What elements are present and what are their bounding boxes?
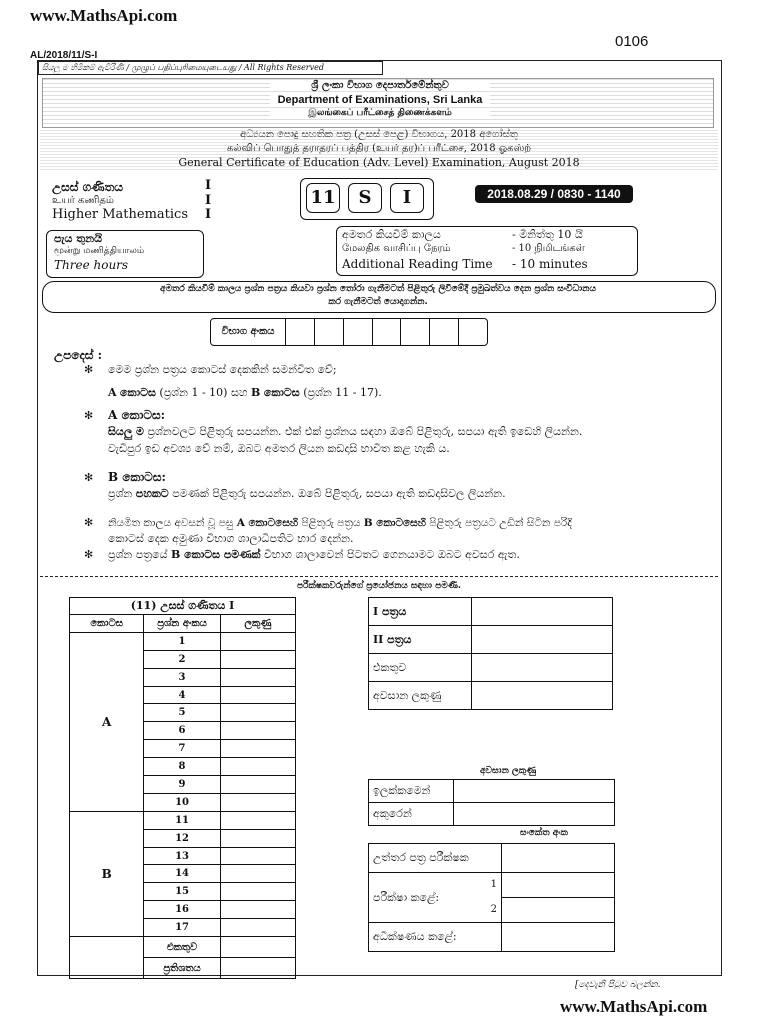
paper-2-cell[interactable] [472, 626, 613, 654]
take-away-line [108, 547, 520, 563]
question-number: 7 [144, 740, 220, 758]
roman-3: I [205, 207, 212, 222]
marks-cell[interactable] [220, 740, 295, 758]
c-mid: පිළිතුරු පත්‍රය [301, 517, 361, 529]
part-a-range: (ප්‍රශ්න 1 - 10) [159, 386, 228, 399]
exam-title-ta: கல்விப் பொதுத் தராதரப் பத்திர (உயர் தர)ப் பரீட்சை, 2018 ஓகஸ்ற் [226, 143, 532, 154]
part-b-line-1 [108, 486, 506, 502]
reading-value-ta: - 10 நிமிடங்கள் [512, 243, 585, 254]
checked-by-text: පරීක්ෂා කළේ: [373, 890, 440, 904]
final-label: අවසාන ලකුණු [369, 682, 472, 710]
question-number: 9 [144, 776, 220, 794]
submission-line-2: කොටස් දෙක අමුණා විභාග ශාලාධිපතිට භාර දෙන්න. [108, 532, 354, 545]
in-words-label: අකුරෙන් [369, 803, 454, 826]
instruction-1: මෙම ප්‍රශ්න පත්‍රය කොටස් දෙකකින් සමන්විත වේ; [108, 363, 337, 376]
marks-cell[interactable] [220, 829, 295, 847]
c-part-a: A කොටසෙහි [236, 517, 299, 529]
department-banner-ta: இலங்கைப் பரீட்சைத் திணைக்களம் [270, 108, 490, 119]
c-part-b: B කොටසෙහි [363, 517, 426, 529]
watermark-bottom: www.MathsApi.com [560, 997, 708, 1016]
answer-script-examiner-cell[interactable] [502, 844, 615, 873]
department-banner-si: ශ්‍රී ලංකා විභාග දෙපාර්තමේන්තුව [270, 80, 490, 91]
marks-cell[interactable] [220, 811, 295, 829]
all-bold: සියලු ම [108, 425, 144, 438]
part-a-letter: A [108, 386, 117, 399]
d-text: විභාග ශාලාවෙන් පිටතට ගෙනයාමට ඔබට අවසර ඇත. [264, 548, 520, 561]
question-number: 5 [144, 704, 220, 722]
sum-label: එකතුව [369, 654, 472, 682]
blank-cell [70, 937, 144, 958]
part-b-letter: B [251, 386, 261, 399]
question-number: 3 [144, 668, 220, 686]
percentage-cell[interactable] [220, 958, 295, 979]
index-cell[interactable] [286, 319, 315, 345]
question-number: 12 [144, 829, 220, 847]
part-mid: සහ [230, 386, 248, 399]
index-cell[interactable] [430, 319, 459, 345]
paper-code: AL/2018/11/S-I [30, 50, 98, 61]
total-cell[interactable] [220, 937, 295, 958]
question-number: 4 [144, 686, 220, 704]
total-label: එකතුව [144, 937, 220, 958]
question-number: 16 [144, 901, 220, 919]
reading-label-en: Additional Reading Time [342, 257, 493, 271]
part-b-cell: B [70, 811, 144, 936]
turn-over-note: [දෙවැනි පිටුව බලන්න. [575, 980, 661, 990]
subject-en: Higher Mathematics [52, 207, 188, 222]
marks-cell[interactable] [220, 722, 295, 740]
marks-cell[interactable] [220, 793, 295, 811]
reading-note-2: කර ගැනීමටත් යොදාගන්න. [328, 297, 428, 307]
duration-ta: மூன்று மணித்தியாலம் [54, 246, 145, 256]
code-number: 0106 [615, 33, 649, 50]
header-question: ප්‍රශ්න අංකය [144, 615, 220, 633]
exam-title-en: General Certificate of Education (Adv. Level) Examination, August 2018 [178, 156, 580, 169]
question-number: 14 [144, 865, 220, 883]
divider [40, 576, 718, 577]
supervised-by-label: අධීක්ෂණය කළේ: [369, 923, 502, 952]
question-number: 15 [144, 883, 220, 901]
part-b-text: කොටස [263, 386, 300, 399]
question-number: 13 [144, 847, 220, 865]
c-pre: නියමිත කාලය අවසන් වූ පසු [108, 517, 234, 529]
watermark-top: www.MathsApi.com [30, 6, 178, 25]
reading-label-si: අමතර කියවීම් කාලය [342, 228, 441, 241]
question-number: 17 [144, 919, 220, 937]
final-cell[interactable] [472, 682, 613, 710]
examiner-use: පරීක්ෂකවරුන්ගේ ප්‍රයෝජනය සඳහා පමණි. [297, 581, 461, 591]
index-cell[interactable] [344, 319, 373, 345]
part-a-cell: A [70, 632, 144, 811]
part-a-text: කොටස [120, 386, 156, 399]
part-a-text-1: ප්‍රශ්නවලට පිළිතුරු සපයන්න. එක් එක් ප්‍රශ්නය සඳහා ඔබේ පිළිතුරු, සපයා ඇති ඉඩෙහි ලියන්න. [147, 425, 583, 438]
checked-by-2: 2 [490, 904, 497, 915]
part-a-heading: A කොටස: [108, 408, 166, 422]
c-end: පිළිතුරු පත්‍රයට උඩින් සිටින පරිදි [429, 517, 572, 529]
marks-cell[interactable] [220, 704, 295, 722]
question-number: 2 [144, 650, 220, 668]
submission-line-1 [108, 515, 572, 531]
header-part: කොටස [70, 615, 144, 633]
exam-title-si: අධ්‍යයන පොදු සහතික පත්‍ර (උසස් පෙළ) විභාගය, 2018 අගෝස්තු [240, 129, 518, 140]
in-figures-label: ඉලක්කමෙන් [369, 780, 454, 803]
reading-value-en: - 10 minutes [512, 257, 588, 271]
code-numbers-title: සංකේත අංක [520, 828, 568, 838]
marks-cell[interactable] [220, 901, 295, 919]
index-label: විභාග අංකය [211, 319, 286, 345]
subject-ta: உயர் கணிதம் [52, 195, 114, 206]
subject-si: උසස් ගණිතය [52, 180, 124, 194]
question-number: 6 [144, 722, 220, 740]
part-b-heading: B කොටස: [108, 470, 166, 484]
duration-si: පැය තුනයි [54, 232, 103, 245]
question-number: 8 [144, 758, 220, 776]
part-a-line-1 [108, 424, 582, 440]
marks-cell[interactable] [220, 758, 295, 776]
marks-cell[interactable] [220, 650, 295, 668]
asterisk: ✻ [84, 548, 94, 561]
asterisk: ✻ [84, 363, 94, 376]
b-pre: ප්‍රශ්න [108, 487, 133, 500]
question-number: 11 [144, 811, 220, 829]
index-number-box[interactable] [210, 318, 488, 346]
marks-table-title: (11) උසස් ගණිතය I [70, 598, 296, 615]
paper-1-cell[interactable] [472, 598, 613, 626]
part-a-line-2: වැඩිපුර ඉඩ අවශ්‍ය වේ නම්, ඔබට අමතර ලියන කඩදාසි භාවිත කළ හැකි ය. [108, 442, 450, 455]
paper-2-label: II පත්‍රය [369, 626, 472, 654]
b-text: පමණක් පිළිතුරු සපයන්න. ඔබේ පිළිතුරු, සපයා ඇති කඩදාසිවල ලියන්න. [172, 487, 506, 500]
d-pre: ප්‍රශ්න පත්‍රයේ [108, 548, 168, 561]
five-bold: පහකට [135, 487, 169, 500]
roman-2: I [205, 193, 212, 208]
index-cell[interactable] [459, 319, 487, 345]
reading-value-si: - මිනිත්තු 10 යි [512, 228, 583, 241]
code-numbers-table [368, 843, 615, 952]
reading-note-1: අමතර කියවීම් කාලය ප්‍රශ්න පත්‍රය කියවා ප්‍රශ්න තෝරා ගැනීමටත් පිළිතුරු ලිවීමේදී ප්‍රමුඛත්වය දෙන ප්‍රශ්න සංවිධානය [160, 284, 596, 294]
paper-totals-table [368, 597, 613, 710]
sum-cell[interactable] [472, 654, 613, 682]
marks-cell[interactable] [220, 776, 295, 794]
asterisk: ✻ [84, 516, 94, 529]
code-box-1: 11 [306, 183, 340, 213]
marks-cell[interactable] [220, 686, 295, 704]
asterisk: ✻ [84, 409, 94, 422]
marks-cell[interactable] [220, 668, 295, 686]
part-b-range: (ප්‍රශ්න 11 - 17). [303, 386, 382, 399]
marks-cell[interactable] [220, 919, 295, 937]
instruction-1b [108, 385, 382, 401]
paper-1-label: I පත්‍රය [369, 598, 472, 626]
marks-cell[interactable] [220, 632, 295, 650]
checked-by-1: 1 [490, 879, 497, 890]
duration-en: Three hours [54, 258, 129, 272]
final-marks-table [368, 779, 615, 826]
question-number: 1 [144, 632, 220, 650]
checked-by-1-cell[interactable] [502, 873, 615, 898]
percentage-label: ප්‍රතිශතය [144, 958, 220, 979]
checked-by-2-cell[interactable] [502, 898, 615, 923]
instructions-label: උපදෙස් : [54, 348, 103, 362]
marks-cell[interactable] [220, 865, 295, 883]
in-figures-cell[interactable] [454, 780, 615, 803]
index-cell[interactable] [315, 319, 344, 345]
marks-cell[interactable] [220, 883, 295, 901]
asterisk: ✻ [84, 471, 94, 484]
header-marks: ලකුණු [220, 615, 295, 633]
marks-table [69, 597, 296, 979]
copyright: සියලු ම හිමිකම් ඇවිරිණි / முழுப் பதிப்புரிமையுடையது / All Rights Reserved [38, 61, 383, 75]
blank-cell [70, 958, 144, 979]
answer-script-examiner-label: උත්තර පත්‍ර පරීක්ෂක [369, 844, 502, 873]
d-bold: B කොටස පමණක් [171, 548, 261, 561]
department-banner: Department of Examinations, Sri Lanka [270, 94, 490, 106]
checked-by-label [369, 873, 502, 923]
roman-1: I [205, 178, 212, 193]
index-cell[interactable] [401, 319, 430, 345]
code-box-2: S [348, 183, 382, 213]
index-cell[interactable] [373, 319, 402, 345]
marks-cell[interactable] [220, 847, 295, 865]
supervised-by-cell[interactable] [502, 923, 615, 952]
reading-label-ta: மேலதிக வாசிப்பு நேரம் [342, 243, 451, 254]
in-words-cell[interactable] [454, 803, 615, 826]
question-number: 10 [144, 793, 220, 811]
final-marks-title: අවසාන ලකුණු [480, 766, 537, 776]
date-time: 2018.08.29 / 0830 - 1140 [475, 185, 633, 203]
code-box-3: I [390, 183, 424, 213]
